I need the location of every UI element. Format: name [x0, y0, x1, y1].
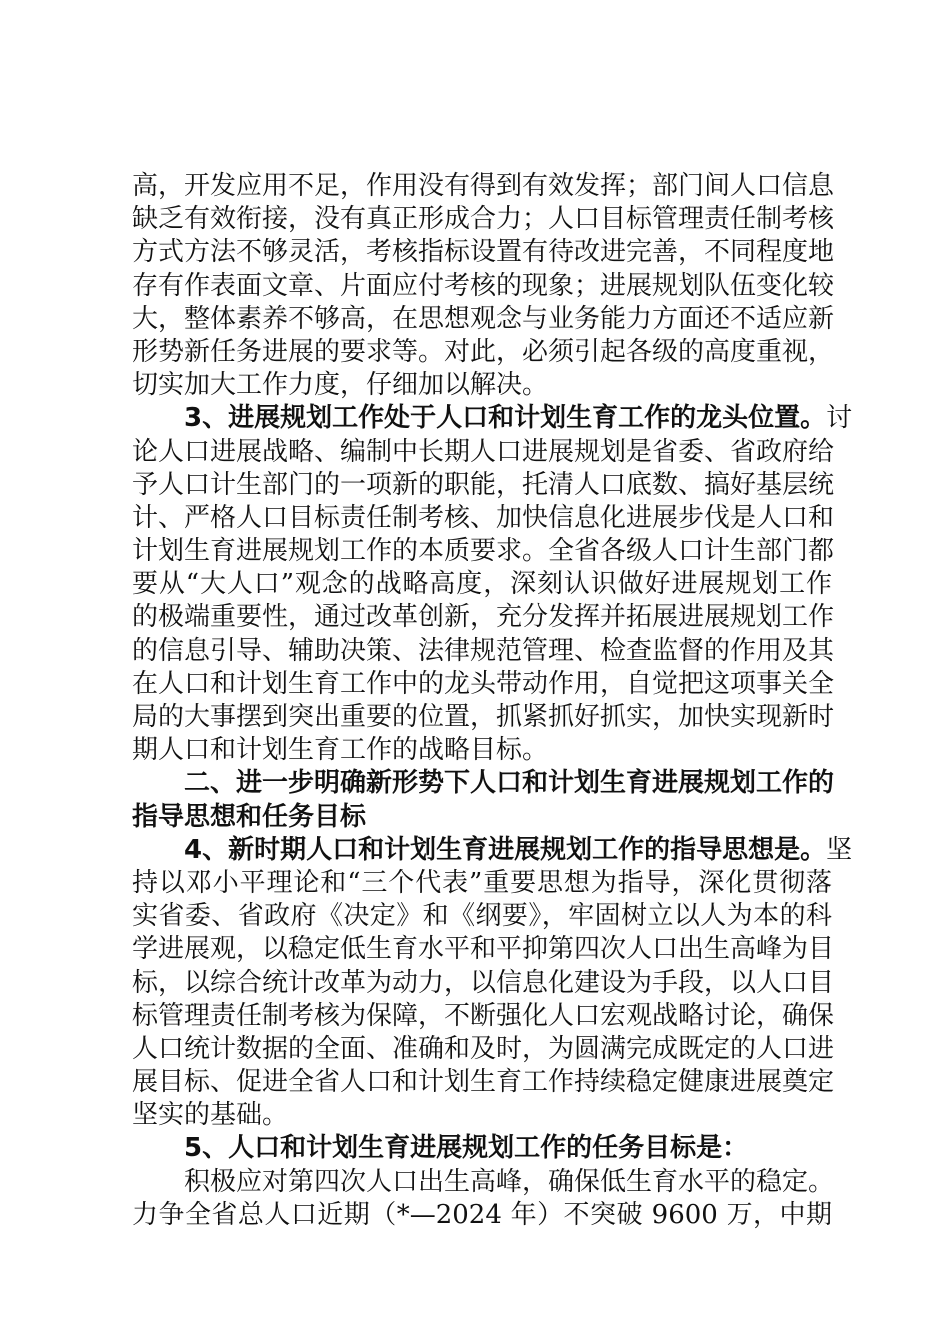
- text-line: 要从“大人口”观念的战略高度，深刻认识做好进展规划工作: [132, 569, 832, 600]
- section-heading-line: 二、进一步明确新形势下人口和计划生育进展规划工作的: [184, 768, 835, 799]
- item-3-first-text: 讨: [826, 403, 853, 434]
- text-line: 坚实的基础。: [132, 1100, 289, 1131]
- paragraph-item-5-body: [132, 1166, 835, 1232]
- text-line: 人口统计数据的全面、准确和及时，为圆满完成既定的人口进: [132, 1033, 835, 1064]
- item-3-heading: 3、进展规划工作处于人口和计划生育工作的龙头位置。: [184, 403, 827, 434]
- text-line: 标管理责任制考核为保障，不断强化人口宏观战略讨论，确保: [132, 1000, 835, 1031]
- paragraph-item-4: [132, 834, 853, 1133]
- text-line: 切实加大工作力度，仔细加以解决。: [132, 370, 549, 401]
- text-line: 论人口进展战略、编制中长期人口进展规划是省委、省政府给: [132, 436, 835, 467]
- text-line: 期人口和计划生育工作的战略目标。: [132, 735, 549, 766]
- section-heading-2: [132, 767, 835, 833]
- text-line: 予人口计生部门的一项新的职能，托清人口底数、搞好基层统: [132, 469, 835, 500]
- item-4-first-text: 坚: [826, 834, 853, 865]
- text-line: 标，以综合统计改革为动力，以信息化建设为手段，以人口目: [132, 967, 835, 998]
- text-line: 大，整体素养不够高，在思想观念与业务能力方面还不适应新: [132, 303, 835, 334]
- text-line: 学进展观，以稳定低生育水平和平抑第四次人口出生高峰为目: [132, 934, 835, 965]
- document-page: [132, 170, 853, 1232]
- text-line: 形势新任务进展的要求等。对此，必须引起各级的高度重视，: [132, 336, 835, 367]
- text-line: [132, 402, 853, 435]
- text-line: 实省委、省政府《决定》和《纲要》，牢固树立以人为本的科: [132, 901, 832, 932]
- text-line: 局的大事摆到突出重要的位置，抓紧抓好抓实，加快实现新时: [132, 702, 835, 732]
- paragraph-item-3: [132, 402, 853, 767]
- text-line: 积极应对第四次人口出生高峰，确保低生育水平的稳定。: [184, 1166, 835, 1197]
- text-line: 计划生育进展规划工作的本质要求。全省各级人口计生部门都: [132, 536, 835, 567]
- item-4-heading: 4、新时期人口和计划生育进展规划工作的指导思想是。: [184, 834, 827, 865]
- text-line: 方式方法不够灵活，考核指标设置有待改进完善，不同程度地: [132, 237, 835, 268]
- text-line: 计、严格人口目标责任制考核、加快信息化进展步伐是人口和: [132, 502, 835, 533]
- section-heading-line: 指导思想和任务目标: [132, 801, 367, 832]
- text-line: 存有作表面文章、片面应付考核的现象；进展规划队伍变化较: [132, 270, 835, 301]
- text-line: 缺乏有效衔接，没有真正形成合力；人口目标管理责任制考核: [132, 204, 835, 235]
- text-line: [132, 834, 853, 867]
- paragraph-problems: [132, 170, 835, 402]
- text-line: 力争全省总人口近期（*—2024 年）不突破 9600 万，中期: [132, 1199, 832, 1230]
- text-line: 高，开发应用不足，作用没有得到有效发挥；部门间人口信息: [132, 171, 835, 201]
- text-line: 持以邓小平理论和“三个代表”重要思想为指导，深化贯彻落: [132, 867, 832, 898]
- text-line: 的信息引导、辅助决策、法律规范管理、检查监督的作用及其: [132, 635, 835, 666]
- paragraph-item-5-heading: [132, 1132, 832, 1165]
- text-line: 展目标、促进全省人口和计划生育工作持续稳定健康进展奠定: [132, 1067, 835, 1098]
- item-5-heading: 5、人口和计划生育进展规划工作的任务目标是：: [184, 1133, 749, 1164]
- text-line: 在人口和计划生育工作中的龙头带动作用，自觉把这项事关全: [132, 668, 835, 699]
- text-line: 的极端重要性，通过改革创新，充分发挥并拓展进展规划工作: [132, 602, 835, 633]
